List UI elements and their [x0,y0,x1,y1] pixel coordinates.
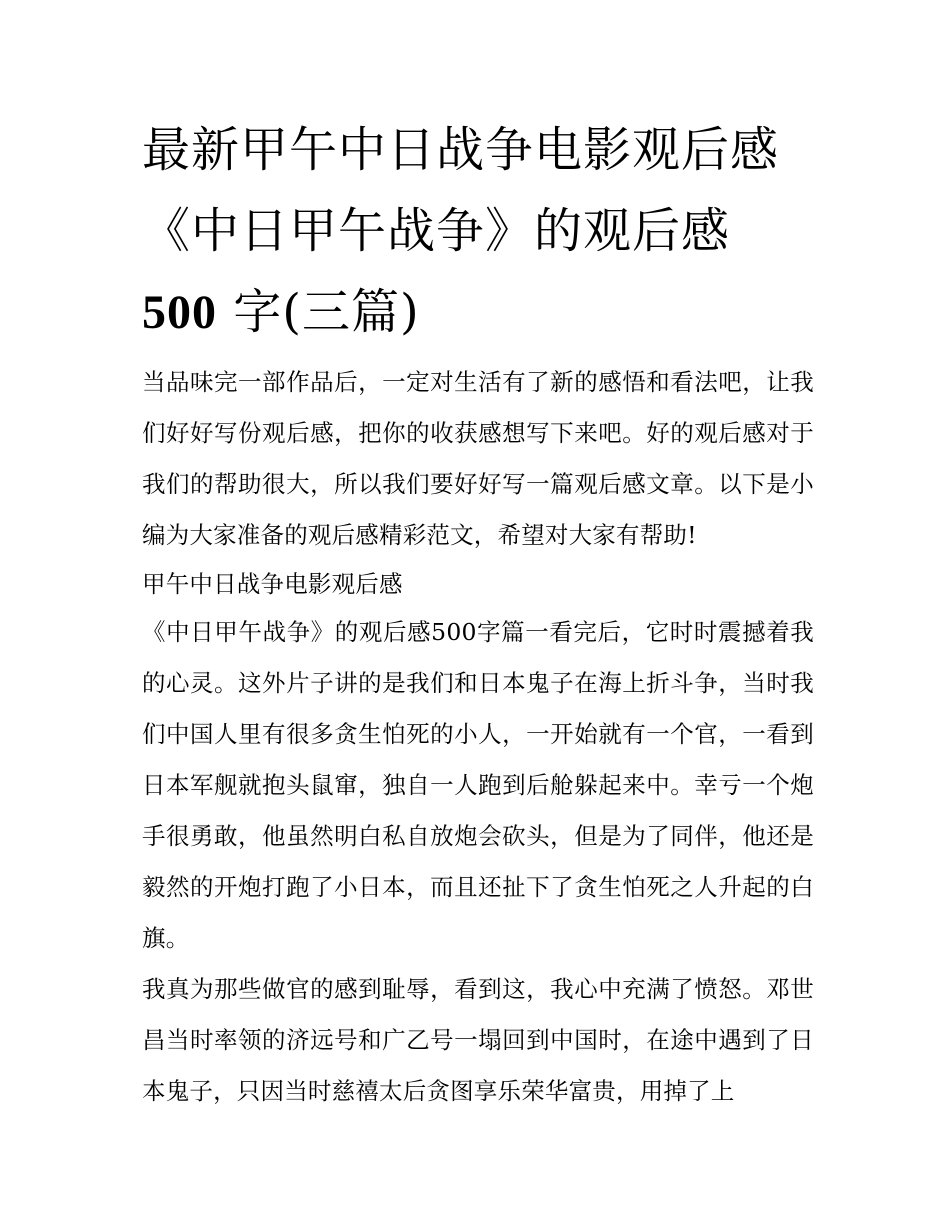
document-title [142,110,814,353]
title-line-1: 最新甲午中日战争电影观后感 [142,122,780,178]
section-heading: 甲午中日战争电影观后感 [142,570,403,598]
document-body [142,357,814,1117]
body-paragraph: 《中日甲午战争》的观后感500字篇一看完后，它时时震撼着我的心灵。这外片子讲的是我们和日本鬼子在海上折斗争，当时我们中国人里有很多贪生怕死的小人，一开始就有一个官，一看到日本军舰就抱头鼠窜，独自一人跑到后舱躲起来中。幸亏一个炮手很勇敢，他虽然明白私自放炮会砍头，但是为了同伴，他还是毅然的开炮打跑了小日本，而且还扯下了贪生怕死之人升起的白旗。 [142,618,814,952]
title-line-3: 字(三篇) [217,284,420,340]
intro-paragraph: 当品味完一部作品后，一定对生活有了新的感悟和看法吧，让我们好好写份观后感，把你的收获感想写下来吧。好的观后感对于我们的帮助很大，所以我们要好好写一篇观后感文章。以下是小编为大家准备的观后感精彩范文，希望对大家有帮助! [142,368,814,549]
title-number: 500 [142,286,217,339]
title-line-2: 《中日甲午战争》的观后感 [142,203,731,259]
document-page [142,110,814,1117]
body-paragraph: 我真为那些做官的感到耻辱，看到这，我心中充满了愤怒。邓世昌当时率领的济远号和广乙号一塌回到中国时，在途中遇到了日本鬼子，只因当时慈禧太后贪图享乐荣华富贵，用掉了上 [142,975,814,1105]
